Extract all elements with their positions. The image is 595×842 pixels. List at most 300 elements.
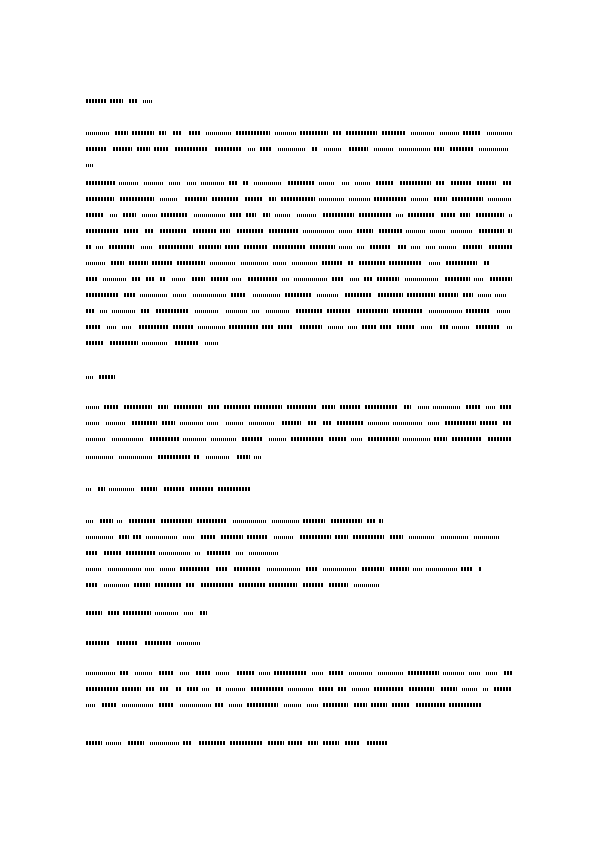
text-word bbox=[129, 99, 137, 103]
text-line bbox=[86, 163, 100, 167]
text-word bbox=[99, 375, 115, 379]
text-word bbox=[429, 262, 441, 265]
text-word bbox=[370, 245, 391, 249]
text-word bbox=[183, 741, 192, 745]
text-word bbox=[152, 261, 172, 265]
text-word bbox=[98, 487, 105, 491]
text-word bbox=[333, 131, 341, 135]
text-word bbox=[224, 405, 250, 409]
text-word bbox=[421, 326, 433, 329]
text-word bbox=[197, 519, 226, 523]
text-word bbox=[158, 455, 190, 459]
text-word bbox=[269, 583, 297, 587]
text-word bbox=[374, 148, 393, 151]
text-word bbox=[143, 100, 153, 103]
text-word bbox=[230, 741, 263, 745]
text-word bbox=[141, 487, 157, 491]
text-word bbox=[159, 552, 190, 555]
text-word bbox=[120, 671, 128, 675]
text-word bbox=[183, 536, 195, 539]
text-word bbox=[446, 261, 477, 265]
text-word bbox=[288, 688, 314, 691]
text-word bbox=[159, 671, 174, 675]
text-word bbox=[108, 611, 119, 615]
text-word bbox=[104, 584, 129, 587]
text-word bbox=[349, 147, 368, 151]
text-word bbox=[452, 326, 470, 329]
text-line bbox=[86, 551, 282, 555]
text-word bbox=[282, 278, 289, 281]
text-word bbox=[248, 148, 255, 151]
text-word bbox=[349, 198, 370, 201]
text-word bbox=[159, 131, 166, 135]
text-line bbox=[86, 703, 482, 707]
text-word bbox=[300, 131, 328, 135]
text-word bbox=[362, 325, 376, 329]
text-word bbox=[306, 567, 318, 571]
text-word bbox=[156, 309, 189, 313]
text-word bbox=[226, 688, 246, 691]
text-word bbox=[291, 437, 323, 441]
text-word bbox=[106, 742, 122, 745]
text-word bbox=[483, 688, 489, 691]
text-word bbox=[479, 229, 504, 233]
text-word bbox=[488, 437, 512, 441]
text-word bbox=[294, 278, 328, 281]
text-word bbox=[201, 583, 234, 587]
text-line bbox=[86, 181, 512, 185]
text-word bbox=[500, 405, 512, 409]
text-word bbox=[123, 213, 136, 217]
text-word bbox=[241, 262, 268, 265]
text-word bbox=[110, 341, 138, 345]
text-word bbox=[119, 182, 139, 185]
text-line bbox=[86, 213, 512, 217]
text-word bbox=[297, 214, 317, 217]
text-word bbox=[150, 437, 179, 441]
text-word bbox=[123, 611, 151, 615]
text-word bbox=[323, 703, 348, 707]
text-word bbox=[139, 325, 168, 329]
text-word bbox=[133, 535, 141, 539]
text-word bbox=[177, 261, 205, 265]
text-word bbox=[443, 672, 465, 675]
text-word bbox=[198, 326, 225, 329]
text-word bbox=[107, 326, 116, 329]
text-word bbox=[239, 583, 265, 587]
text-word bbox=[229, 181, 238, 185]
text-word bbox=[323, 568, 356, 571]
text-word bbox=[132, 277, 141, 281]
text-word bbox=[409, 687, 434, 691]
text-word bbox=[441, 536, 469, 539]
text-word bbox=[272, 520, 299, 523]
text-word bbox=[86, 672, 115, 675]
text-word bbox=[142, 214, 157, 217]
text-word bbox=[86, 611, 102, 615]
text-word bbox=[137, 147, 150, 151]
text-word bbox=[124, 293, 135, 297]
text-word bbox=[329, 437, 346, 441]
text-word bbox=[434, 197, 447, 201]
text-word bbox=[86, 376, 93, 379]
text-word bbox=[281, 197, 315, 201]
text-word bbox=[408, 671, 439, 675]
text-word bbox=[200, 611, 207, 615]
text-word bbox=[433, 406, 461, 409]
text-word bbox=[134, 583, 150, 587]
text-word bbox=[403, 438, 430, 441]
text-word bbox=[452, 197, 483, 201]
text-word bbox=[251, 687, 283, 691]
text-word bbox=[342, 182, 350, 185]
text-word bbox=[503, 181, 512, 185]
text-word bbox=[364, 277, 373, 281]
text-word bbox=[508, 229, 512, 233]
text-word bbox=[390, 567, 409, 571]
text-word bbox=[359, 213, 391, 217]
text-word bbox=[479, 148, 508, 151]
text-word bbox=[507, 326, 512, 329]
text-word bbox=[140, 294, 168, 297]
text-word bbox=[323, 421, 331, 425]
text-word bbox=[248, 277, 278, 281]
text-line bbox=[86, 583, 380, 587]
text-word bbox=[352, 688, 370, 691]
text-word bbox=[122, 704, 154, 707]
text-word bbox=[319, 687, 333, 691]
text-word bbox=[439, 293, 458, 297]
text-word bbox=[254, 405, 282, 409]
text-word bbox=[192, 277, 205, 281]
text-word bbox=[86, 293, 119, 297]
text-word bbox=[230, 213, 242, 217]
text-word bbox=[253, 294, 280, 297]
text-line bbox=[86, 421, 512, 425]
text-word bbox=[155, 612, 179, 615]
text-word bbox=[190, 487, 213, 491]
text-word bbox=[194, 455, 200, 459]
text-word bbox=[254, 456, 262, 459]
text-word bbox=[484, 261, 490, 265]
text-word bbox=[160, 568, 175, 571]
text-word bbox=[374, 197, 407, 201]
text-word bbox=[308, 421, 317, 425]
text-word bbox=[404, 405, 411, 409]
text-word bbox=[300, 535, 331, 539]
text-word bbox=[396, 214, 404, 217]
text-word bbox=[426, 568, 457, 571]
text-word bbox=[268, 741, 284, 745]
text-word bbox=[177, 642, 201, 645]
text-word bbox=[86, 568, 102, 571]
text-word bbox=[324, 148, 342, 151]
text-word bbox=[215, 147, 242, 151]
text-word bbox=[397, 325, 414, 329]
text-word bbox=[100, 310, 108, 313]
text-word bbox=[300, 325, 322, 329]
text-line bbox=[86, 487, 253, 491]
text-word bbox=[489, 245, 512, 249]
text-line bbox=[86, 437, 512, 441]
text-word bbox=[252, 310, 260, 313]
text-word bbox=[86, 704, 95, 707]
text-word bbox=[129, 519, 156, 523]
text-word bbox=[129, 261, 148, 265]
text-word bbox=[400, 181, 431, 185]
text-line bbox=[86, 147, 512, 151]
text-word bbox=[145, 229, 154, 233]
text-word bbox=[196, 671, 211, 675]
text-word bbox=[86, 583, 97, 587]
text-word bbox=[180, 422, 203, 425]
text-word bbox=[201, 535, 215, 539]
text-word bbox=[354, 703, 367, 707]
text-word bbox=[398, 245, 407, 249]
text-word bbox=[389, 261, 422, 265]
text-word bbox=[161, 519, 192, 523]
text-word bbox=[216, 567, 228, 571]
text-word bbox=[86, 277, 97, 281]
text-word bbox=[175, 341, 199, 345]
text-word bbox=[104, 405, 118, 409]
text-word bbox=[287, 405, 316, 409]
text-word bbox=[379, 229, 402, 233]
text-word bbox=[86, 164, 94, 167]
text-word bbox=[120, 197, 154, 201]
text-word bbox=[226, 422, 244, 425]
text-word bbox=[175, 147, 208, 151]
text-word bbox=[159, 703, 174, 707]
text-word bbox=[303, 230, 334, 233]
text-word bbox=[434, 147, 444, 151]
text-word bbox=[359, 261, 385, 265]
text-word bbox=[322, 261, 342, 265]
text-word bbox=[259, 672, 270, 675]
text-word bbox=[189, 131, 200, 135]
text-word bbox=[124, 405, 152, 409]
text-word bbox=[104, 551, 121, 555]
text-line bbox=[86, 741, 387, 745]
text-line bbox=[86, 325, 512, 329]
text-word bbox=[180, 704, 211, 707]
text-word bbox=[263, 213, 270, 217]
text-word bbox=[275, 132, 296, 135]
text-word bbox=[486, 672, 497, 675]
text-word bbox=[126, 551, 155, 555]
text-word bbox=[288, 181, 314, 185]
text-line bbox=[86, 293, 512, 297]
text-word bbox=[407, 293, 435, 297]
text-word bbox=[86, 488, 92, 491]
text-word bbox=[86, 181, 115, 185]
text-word bbox=[274, 671, 307, 675]
text-line bbox=[86, 641, 207, 645]
text-word bbox=[338, 687, 346, 691]
text-word bbox=[474, 278, 484, 281]
text-word bbox=[247, 703, 278, 707]
text-word bbox=[327, 309, 351, 313]
text-word bbox=[477, 181, 496, 185]
text-word bbox=[285, 293, 311, 297]
text-word bbox=[260, 147, 272, 151]
text-word bbox=[180, 672, 190, 675]
text-word bbox=[110, 99, 123, 103]
text-word bbox=[269, 438, 287, 441]
text-word bbox=[174, 405, 202, 409]
text-word bbox=[273, 262, 287, 265]
text-word bbox=[495, 294, 506, 297]
text-word bbox=[303, 583, 324, 587]
text-line bbox=[86, 455, 262, 459]
text-word bbox=[328, 326, 344, 329]
text-word bbox=[119, 535, 129, 539]
text-word bbox=[145, 641, 172, 645]
text-word bbox=[323, 213, 354, 217]
text-word bbox=[307, 704, 318, 707]
text-word bbox=[329, 671, 343, 675]
text-word bbox=[323, 741, 339, 745]
text-word bbox=[303, 519, 325, 523]
text-word bbox=[376, 181, 394, 185]
text-word bbox=[212, 197, 239, 201]
text-word bbox=[262, 325, 274, 329]
text-word bbox=[86, 325, 100, 329]
text-word bbox=[434, 437, 447, 441]
text-word bbox=[269, 197, 276, 201]
text-word bbox=[115, 131, 128, 135]
text-word bbox=[273, 245, 306, 249]
text-word bbox=[122, 326, 132, 329]
text-word bbox=[183, 438, 206, 441]
text-word bbox=[195, 552, 201, 555]
text-word bbox=[462, 688, 478, 691]
text-word bbox=[463, 245, 482, 249]
text-word bbox=[329, 583, 348, 587]
text-word bbox=[102, 703, 117, 707]
text-word bbox=[374, 687, 403, 691]
text-word bbox=[399, 148, 430, 151]
text-word bbox=[460, 213, 470, 217]
text-word bbox=[199, 741, 225, 745]
text-word bbox=[160, 198, 178, 201]
text-word bbox=[237, 229, 264, 233]
text-word bbox=[208, 405, 219, 409]
text-word bbox=[128, 741, 144, 745]
text-word bbox=[155, 583, 181, 587]
text-word bbox=[211, 438, 236, 441]
text-word bbox=[226, 310, 247, 313]
text-word bbox=[106, 422, 126, 425]
text-word bbox=[350, 278, 359, 281]
text-word bbox=[86, 99, 106, 103]
text-word bbox=[86, 741, 102, 745]
text-word bbox=[122, 687, 141, 691]
text-word bbox=[193, 294, 226, 297]
text-word bbox=[86, 147, 106, 151]
text-word bbox=[124, 229, 139, 233]
text-word bbox=[354, 584, 380, 587]
text-word bbox=[445, 277, 470, 281]
text-word bbox=[345, 741, 360, 745]
text-word bbox=[368, 422, 389, 425]
text-word bbox=[368, 437, 399, 441]
text-word bbox=[349, 672, 373, 675]
text-word bbox=[117, 520, 123, 523]
text-word bbox=[206, 456, 230, 459]
text-word bbox=[367, 519, 375, 523]
text-word bbox=[348, 261, 354, 265]
text-word bbox=[141, 309, 149, 313]
text-word bbox=[169, 182, 181, 185]
text-word bbox=[86, 229, 119, 233]
text-word bbox=[497, 310, 510, 313]
text-word bbox=[229, 325, 258, 329]
text-line bbox=[86, 567, 482, 571]
text-word bbox=[249, 422, 275, 425]
text-word bbox=[237, 671, 255, 675]
text-word bbox=[109, 488, 134, 491]
text-line bbox=[86, 611, 207, 615]
text-word bbox=[86, 456, 113, 459]
text-word bbox=[353, 535, 384, 539]
text-word bbox=[357, 229, 373, 233]
text-word bbox=[405, 278, 438, 281]
text-word bbox=[173, 325, 194, 329]
text-word bbox=[144, 182, 164, 185]
text-word bbox=[504, 671, 512, 675]
text-word bbox=[86, 309, 95, 313]
text-word bbox=[236, 552, 244, 555]
text-word bbox=[365, 405, 397, 409]
text-word bbox=[234, 567, 261, 571]
text-word bbox=[206, 132, 231, 135]
text-line bbox=[86, 519, 383, 523]
text-line bbox=[86, 375, 119, 379]
text-word bbox=[408, 213, 434, 217]
text-word bbox=[110, 214, 118, 217]
text-word bbox=[319, 198, 344, 201]
text-word bbox=[345, 293, 372, 297]
text-word bbox=[132, 421, 157, 425]
text-word bbox=[509, 214, 512, 217]
text-word bbox=[218, 487, 251, 491]
text-word bbox=[220, 229, 230, 233]
text-word bbox=[378, 672, 404, 675]
text-word bbox=[195, 310, 219, 313]
text-line bbox=[86, 229, 512, 233]
text-word bbox=[357, 309, 388, 313]
text-word bbox=[86, 438, 106, 441]
text-word bbox=[445, 421, 476, 425]
text-word bbox=[278, 325, 293, 329]
text-word bbox=[86, 687, 118, 691]
text-word bbox=[112, 438, 144, 441]
text-word bbox=[194, 214, 225, 217]
text-word bbox=[232, 278, 242, 281]
text-word bbox=[173, 294, 186, 297]
text-word bbox=[382, 131, 405, 135]
text-word bbox=[132, 131, 154, 135]
text-word bbox=[225, 245, 240, 249]
text-word bbox=[274, 536, 293, 539]
text-line bbox=[86, 341, 218, 345]
text-word bbox=[428, 422, 439, 425]
text-word bbox=[503, 421, 512, 425]
text-word bbox=[392, 703, 409, 707]
text-word bbox=[86, 641, 110, 645]
text-word bbox=[229, 704, 242, 707]
